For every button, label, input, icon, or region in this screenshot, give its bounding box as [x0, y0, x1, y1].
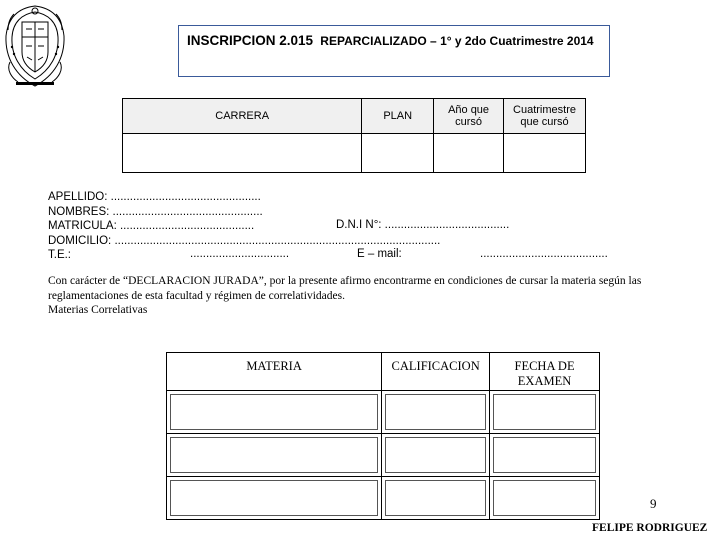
correlatives-label: Materias Correlativas [48, 304, 148, 316]
fecha-cell[interactable] [490, 391, 600, 434]
calificacion-cell[interactable] [382, 434, 490, 477]
career-table-entry-row [123, 134, 586, 173]
materia-header: MATERIA [167, 353, 382, 391]
career-table [122, 98, 586, 173]
term-header-label: Cuatrimestre que cursó [513, 104, 576, 128]
title-box [178, 25, 610, 77]
career-table-header-row [123, 99, 586, 134]
email-label: E – mail: [357, 248, 402, 260]
plan-header: PLAN [362, 99, 434, 134]
te-dots: ............................... [190, 248, 290, 260]
career-header: CARRERA [123, 99, 362, 134]
declaration-line-1: Con carácter de “DECLARACION JURADA”, por la presente afirmo encontrarme en condiciones de cursar la materia según las [48, 275, 642, 287]
subjects-table [166, 352, 600, 520]
term-header [504, 99, 586, 134]
university-seal-icon [2, 2, 68, 90]
author-name: FELIPE RODRIGUEZ [592, 522, 708, 534]
title-year: INSCRIPCION 2.015 [187, 33, 314, 48]
fecha-header [490, 353, 600, 391]
domicilio-line: DOMICILIO: ...................................................................................................... [48, 234, 441, 247]
fecha-header-label: FECHA DE EXAMEN [514, 359, 575, 388]
matricula-field: MATRICULA: .......................................... [48, 220, 255, 232]
fecha-cell[interactable] [490, 477, 600, 520]
email-dots: ........................................ [480, 248, 608, 260]
materia-cell[interactable] [167, 391, 382, 434]
dni-field: D.N.I N°: ....................................... [336, 219, 510, 231]
table-row [167, 477, 600, 520]
fecha-cell[interactable] [490, 434, 600, 477]
te-label: T.E.: [48, 249, 72, 261]
year-field[interactable] [434, 134, 504, 173]
table-row [167, 434, 600, 477]
year-header [434, 99, 504, 134]
materia-cell[interactable] [167, 434, 382, 477]
calificacion-cell[interactable] [382, 391, 490, 434]
nombres-line: NOMBRES: ............................................... [48, 205, 263, 218]
calificacion-header: CALIFICACION [382, 353, 490, 391]
page-number: 9 [650, 496, 657, 511]
declaration-text [48, 274, 718, 318]
subjects-header-row [167, 353, 600, 391]
table-row [167, 391, 600, 434]
materia-cell[interactable] [167, 477, 382, 520]
year-header-label: Año que cursó [448, 104, 490, 128]
plan-field[interactable] [362, 134, 434, 173]
page-title [187, 33, 594, 48]
term-field[interactable] [504, 134, 586, 173]
career-field[interactable] [123, 134, 362, 173]
calificacion-cell[interactable] [382, 477, 490, 520]
declaration-line-2: reglamentaciones de esta facultad y régimen de correlatividades. [48, 289, 345, 302]
title-subtitle: REPARCIALIZADO – 1° y 2do Cuatrimestre 2014 [320, 34, 594, 48]
apellido-line: APELLIDO: ............................................... [48, 191, 261, 203]
